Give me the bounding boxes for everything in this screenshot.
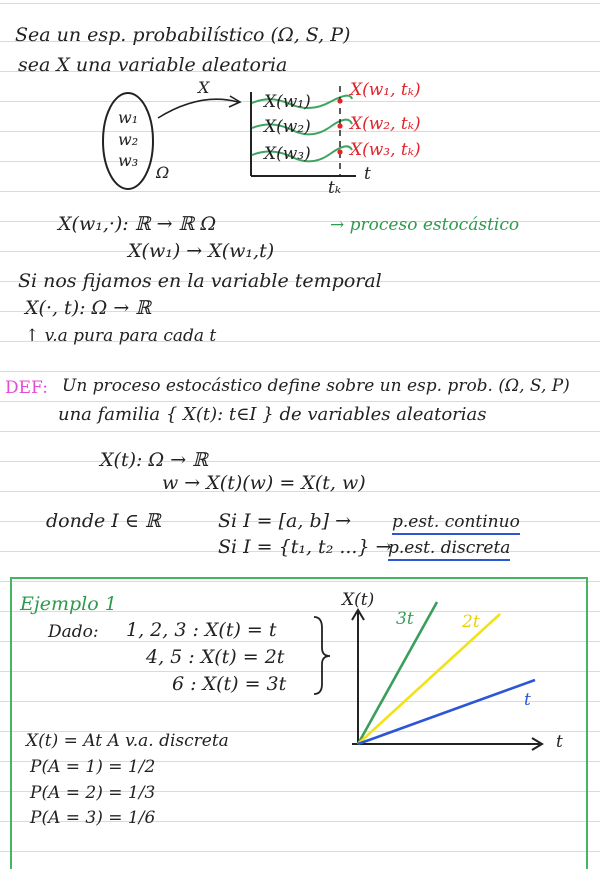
example-case-1: 1, 2, 3 : X(t) = t xyxy=(126,619,277,641)
continuo-result: p.est. continuo xyxy=(392,512,520,535)
tk-label: tₖ xyxy=(328,178,342,198)
example-prob-1: P(A = 1) = 1/2 xyxy=(30,757,156,777)
si-discreta: Si I = {t₁, t₂ ...} → xyxy=(218,536,392,558)
def-map-1: X(t): Ω → ℝ xyxy=(100,449,208,471)
discreta-result: p.est. discreta xyxy=(388,538,510,561)
map-3-note: ↑ v.a pura para cada t xyxy=(25,326,217,346)
def-tag: DEF: xyxy=(5,378,48,398)
omega-element-1: w₁ xyxy=(118,108,139,127)
graph-x-label: t xyxy=(556,732,563,752)
map-1: X(w₁,·): ℝ → ℝ Ω xyxy=(58,213,217,235)
si-continuo: Si I = [a, b] → xyxy=(218,510,351,532)
map-label-x: X xyxy=(198,78,210,97)
map-2: X(w₁) → X(w₁,t) xyxy=(128,240,275,262)
red-label-w1: X(w₁, tₖ) xyxy=(350,80,421,100)
diagram-t-label: t xyxy=(364,164,371,184)
omega-element-2: w₂ xyxy=(118,130,139,149)
def-line-1: Un proceso estocástico define sobre un esp. prob. (Ω, S, P) xyxy=(62,376,570,396)
curve-label-w3: X(w₃) xyxy=(264,144,311,164)
def-line-2: una familia { X(t): t∈I } de variables aleatorias xyxy=(58,404,487,425)
intro-line-1: Sea un esp. probabilístico (Ω, S, P) xyxy=(15,24,351,46)
example-dado: Dado: xyxy=(48,622,99,642)
omega-label: Ω xyxy=(156,163,170,182)
process-label: → proceso estocástico xyxy=(330,215,520,235)
def-map-2: w → X(t)(w) = X(t, w) xyxy=(162,472,366,494)
example-case-2: 4, 5 : X(t) = 2t xyxy=(146,646,285,668)
curve-label-w2: X(w₂) xyxy=(264,117,311,137)
example-case-3: 6 : X(t) = 3t xyxy=(172,673,287,695)
red-label-w3: X(w₃, tₖ) xyxy=(350,140,421,160)
example-title: Ejemplo 1 xyxy=(20,593,117,615)
graph-line-label-t: t xyxy=(524,690,531,710)
graph-y-label: X(t) xyxy=(342,590,375,610)
donde-line: donde I ∈ ℝ xyxy=(46,510,161,532)
red-label-w2: X(w₂, tₖ) xyxy=(350,114,421,134)
graph-line-t xyxy=(358,680,535,744)
example-prob-3: P(A = 3) = 1/6 xyxy=(30,808,156,828)
map-3: X(·, t): Ω → ℝ xyxy=(25,297,152,319)
example-formula: X(t) = At A v.a. discreta xyxy=(26,731,229,751)
curve-label-w1: X(w₁) xyxy=(264,92,311,112)
example-prob-2: P(A = 2) = 1/3 xyxy=(30,783,156,803)
omega-element-3: w₃ xyxy=(118,151,139,170)
fix-temporal-line: Si nos fijamos en la variable temporal xyxy=(18,270,382,292)
intro-line-2: sea X una variable aleatoria xyxy=(18,54,288,76)
graph-line-label-2t: 2t xyxy=(462,612,480,632)
graph-line-2t xyxy=(358,614,500,744)
graph-line-label-3t: 3t xyxy=(396,609,414,629)
